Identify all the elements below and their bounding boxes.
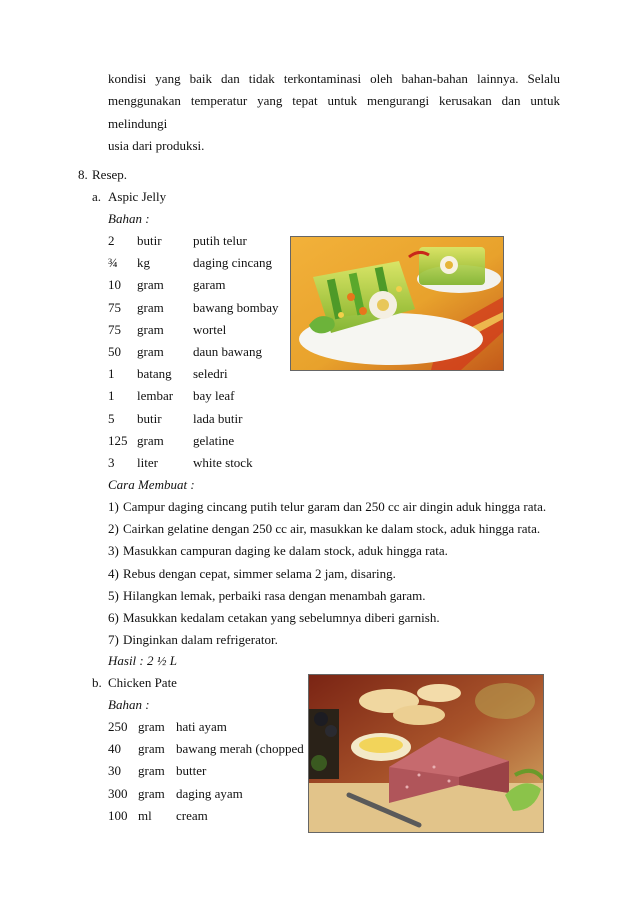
- ingredient-qty: 300: [108, 785, 128, 801]
- step-number: 2): [108, 521, 119, 537]
- recipe-a-letter: a.: [92, 189, 102, 204]
- ingredient-unit: gram: [138, 719, 165, 734]
- aspic-jelly-photo: [290, 236, 504, 371]
- recipe-b-title: Chicken Pate: [108, 675, 177, 690]
- ingredient-qty: 250: [108, 719, 128, 734]
- intro-line: menggunakan temperatur yang tepat untuk mengurangi kerusakan dan untuk melindungi: [108, 93, 560, 131]
- step-number: 1): [108, 499, 119, 514]
- ingredient-unit: gram: [138, 763, 165, 779]
- section-title: Resep.: [92, 167, 128, 182]
- ingredient-name: wortel: [193, 321, 227, 337]
- ingredient-qty: 50: [108, 344, 121, 359]
- ingredient-qty: 3: [108, 455, 115, 470]
- step-text: Masukkan kedalam cetakan yang sebelumnya diberi garnish.: [123, 610, 440, 625]
- recipe-a-yield: Hasil : 2 ½ L: [108, 653, 177, 668]
- step-number: 6): [108, 610, 119, 625]
- ingredient-unit: liter: [137, 455, 158, 470]
- ingredient-qty: 1: [108, 388, 115, 404]
- recipe-a-method-heading: Cara Membuat :: [108, 477, 195, 492]
- aspic-jelly-image: [291, 237, 503, 370]
- ingredient-qty: 5: [108, 410, 115, 426]
- ingredient-name: daun bawang: [193, 344, 262, 359]
- ingredient-unit: gram: [137, 299, 164, 315]
- ingredient-unit: gram: [138, 785, 165, 801]
- ingredient-qty: 30: [108, 763, 121, 779]
- step-number: 4): [108, 565, 119, 581]
- recipe-b-ingredients-heading: Bahan :: [108, 697, 150, 712]
- ingredient-unit: gram: [138, 741, 165, 757]
- ingredient-unit: gram: [137, 344, 164, 359]
- step-text: Dinginkan dalam refrigerator.: [123, 632, 278, 648]
- ingredient-qty: 125: [108, 432, 128, 448]
- recipe-b-letter: b.: [92, 675, 102, 690]
- ingredient-name: hati ayam: [176, 719, 227, 734]
- ingredient-unit: gram: [137, 432, 164, 448]
- ingredient-unit: ml: [138, 807, 152, 823]
- ingredient-name: bawang merah (chopped: [176, 741, 304, 757]
- intro-line: usia dari produksi.: [108, 137, 205, 153]
- step-text: Campur daging cincang putih telur garam dan 250 cc air dingin aduk hingga rata.: [123, 499, 547, 514]
- ingredient-unit: kg: [137, 255, 150, 271]
- ingredient-qty: ¾: [108, 255, 118, 271]
- section-number: 8.: [78, 167, 88, 182]
- ingredient-name: daging ayam: [176, 785, 243, 801]
- ingredient-qty: 75: [108, 299, 121, 315]
- ingredient-qty: 75: [108, 321, 121, 337]
- ingredient-name: gelatine: [193, 432, 235, 448]
- ingredient-name: lada butir: [193, 410, 243, 426]
- ingredient-name: bawang bombay: [193, 299, 279, 315]
- ingredient-unit: butir: [137, 233, 162, 248]
- ingredient-name: garam: [193, 277, 226, 293]
- step-number: 7): [108, 632, 119, 648]
- chicken-pate-photo: [308, 674, 544, 833]
- ingredient-unit: gram: [137, 321, 164, 337]
- step-number: 5): [108, 587, 119, 603]
- step-text: Cairkan gelatine dengan 250 cc air, masukkan ke dalam stock, aduk hingga rata.: [123, 521, 541, 537]
- recipe-a-ingredients-heading: Bahan :: [108, 211, 150, 226]
- ingredient-name: butter: [176, 763, 207, 779]
- ingredient-unit: gram: [137, 277, 164, 293]
- ingredient-name: putih telur: [193, 233, 247, 248]
- ingredient-qty: 1: [108, 366, 115, 382]
- step-text: Masukkan campuran daging ke dalam stock, aduk hingga rata.: [123, 543, 448, 559]
- ingredient-qty: 40: [108, 741, 121, 757]
- ingredient-qty: 2: [108, 233, 115, 248]
- ingredient-name: seledri: [193, 366, 228, 382]
- ingredient-name: white stock: [193, 455, 253, 470]
- intro-paragraph: [108, 68, 560, 157]
- ingredient-qty: 10: [108, 277, 121, 293]
- step-number: 3): [108, 543, 119, 559]
- ingredient-unit: lembar: [137, 388, 174, 404]
- intro-line: kondisi yang baik dan tidak terkontaminasi oleh bahan-bahan lainnya. Selalu: [108, 71, 560, 86]
- ingredient-name: daging cincang: [193, 255, 273, 271]
- ingredient-name: bay leaf: [193, 388, 235, 404]
- step-text: Rebus dengan cepat, simmer selama 2 jam, disaring.: [123, 565, 396, 581]
- recipe-a-title: Aspic Jelly: [108, 189, 167, 204]
- ingredient-unit: batang: [137, 366, 172, 382]
- ingredient-qty: 100: [108, 807, 128, 823]
- ingredient-unit: butir: [137, 410, 162, 426]
- step-text: Hilangkan lemak, perbaiki rasa dengan menambah garam.: [123, 587, 426, 603]
- ingredient-name: cream: [176, 807, 208, 823]
- chicken-pate-image: [309, 675, 543, 832]
